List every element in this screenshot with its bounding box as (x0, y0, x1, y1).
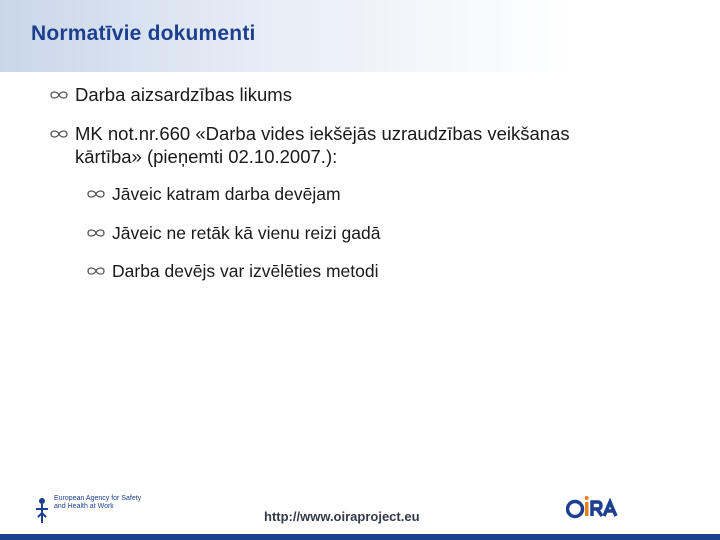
sub-bullet-item (86, 260, 379, 283)
eu-osha-logo (32, 495, 142, 525)
sub-bullet-text: Jāveic katram darba devējam (112, 184, 341, 204)
oira-swirl-icon (86, 265, 106, 277)
sub-bullet-item (86, 222, 380, 245)
bullet-item (49, 83, 292, 106)
oira-swirl-icon (86, 227, 106, 239)
footer-bar (0, 534, 720, 540)
oira-swirl-icon (86, 188, 106, 200)
sub-bullet-text: Darba devējs var izvēlēties metodi (112, 261, 379, 281)
eu-osha-logo-text: European Agency for Safety and Health at Work (54, 495, 142, 510)
bullet-text: Darba aizsardzības likums (75, 84, 292, 105)
oira-logo (566, 494, 626, 524)
sub-bullet-text: Jāveic ne retāk kā vienu reizi gadā (112, 223, 381, 243)
eu-osha-emblem-icon (32, 495, 52, 525)
bullet-text-line1: MK not.nr.660 «Darba vides iekšējās uzraudzības veikšanas (75, 123, 570, 144)
slide-title: Normatīvie dokumenti (31, 22, 256, 45)
oira-swirl-icon (49, 128, 69, 140)
bullet-text-line2: kārtība» (pieņemti 02.10.2007.): (75, 146, 338, 167)
bullet-item (49, 122, 659, 168)
footer-url-link[interactable]: http://www.oiraproject.eu (264, 509, 420, 524)
oira-swirl-icon (49, 89, 69, 101)
sub-bullet-item (86, 183, 341, 206)
